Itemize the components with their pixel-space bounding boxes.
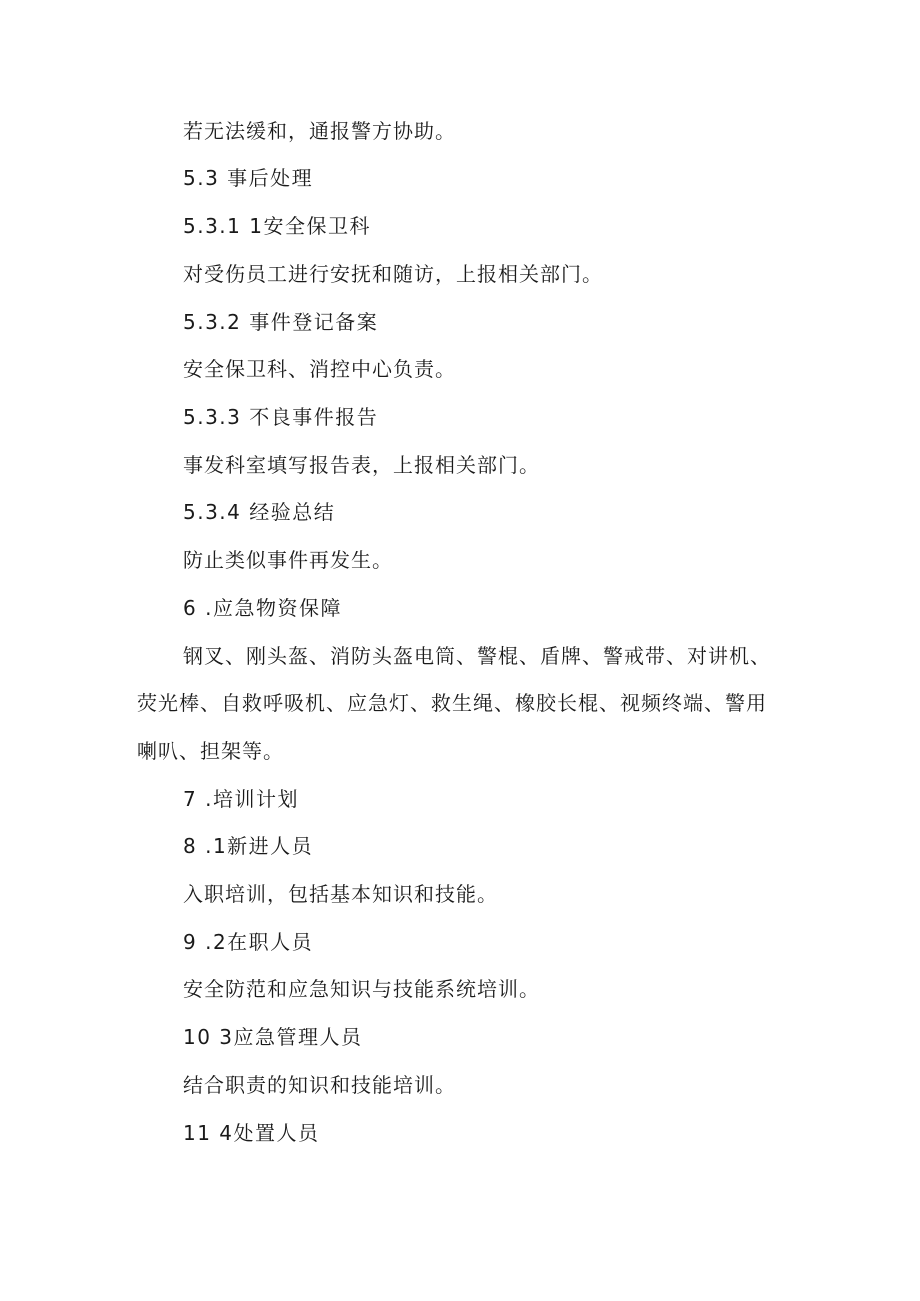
paragraph-text: 入职培训，包括基本知识和技能。: [183, 882, 498, 906]
section-heading: 5.3 事后处理: [183, 166, 314, 190]
section-heading: 5.3.2 事件登记备案: [183, 310, 379, 334]
paragraph-text: 防止类似事件再发生。: [183, 548, 393, 572]
paragraph-text: 钢叉、刚头盔、消防头盔电筒、警棍、盾牌、警戒带、对讲机、: [183, 644, 771, 668]
paragraph-text: 荧光棒、自救呼吸机、应急灯、救生绳、橡胶长棍、视频终端、警用: [137, 691, 767, 715]
section-heading: 5.3.1 1安全保卫科: [183, 214, 371, 238]
paragraph-text: 结合职责的知识和技能培训。: [183, 1073, 456, 1097]
section-heading: 7 .培训计划: [183, 787, 299, 811]
section-heading: 11 4处置人员: [183, 1121, 320, 1145]
section-heading: 6 .应急物资保障: [183, 596, 342, 620]
paragraph-text: 事发科室填写报告表，上报相关部门。: [183, 453, 540, 477]
section-heading: 10 3应急管理人员: [183, 1025, 363, 1049]
paragraph-text: 对受伤员工进行安抚和随访，上报相关部门。: [183, 262, 603, 286]
section-heading: 9 .2在职人员: [183, 930, 314, 954]
section-heading: 5.3.4 经验总结: [183, 500, 336, 524]
section-heading: 5.3.3 不良事件报告: [183, 405, 379, 429]
paragraph-text: 喇叭、担架等。: [137, 739, 284, 763]
paragraph-text: 安全保卫科、消控中心负责。: [183, 357, 456, 381]
paragraph-text: 安全防范和应急知识与技能系统培训。: [183, 977, 540, 1001]
section-heading: 8 .1新进人员: [183, 834, 314, 858]
paragraph-text: 若无法缓和，通报警方协助。: [183, 119, 456, 143]
